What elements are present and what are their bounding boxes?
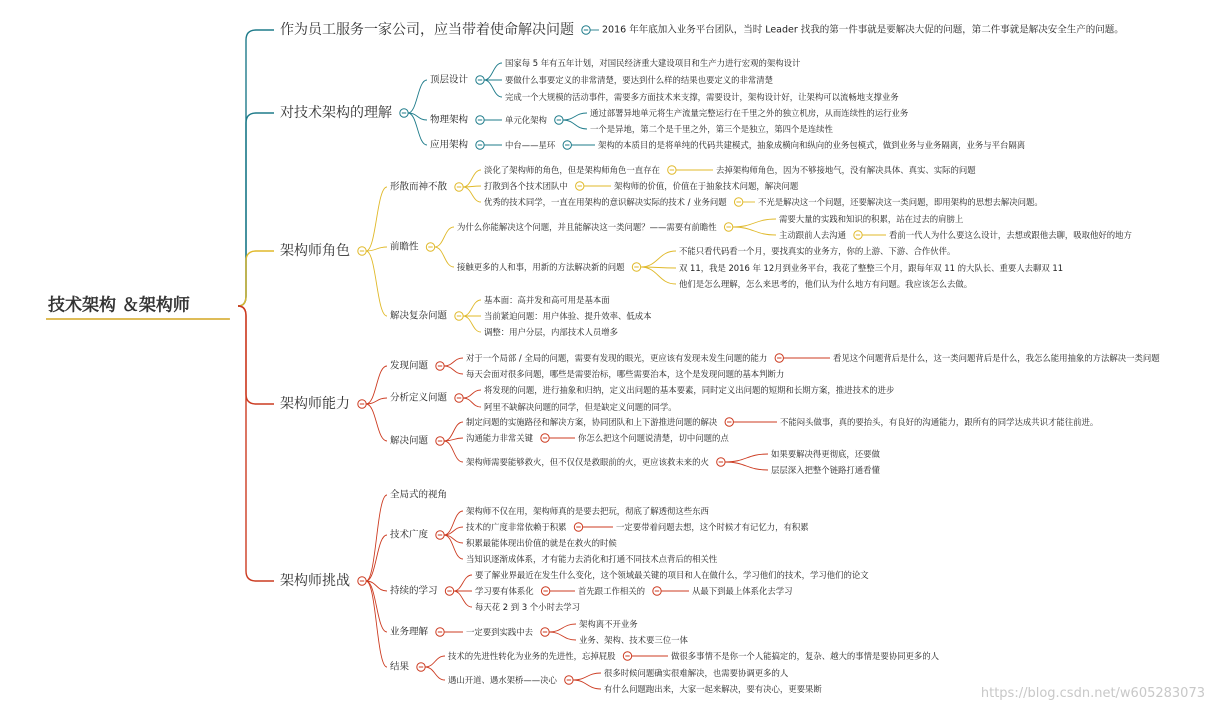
topic-node[interactable]: 需要大量的实践和知识的积累，站在过去的肩膀上 bbox=[779, 213, 964, 224]
connector-line bbox=[563, 113, 587, 120]
topic-node[interactable]: 淡化了架构师的角色，但是架构师角色一直存在 bbox=[484, 164, 660, 175]
connector-line bbox=[366, 404, 387, 441]
topic-node[interactable]: 一定要到实践中去 bbox=[466, 626, 533, 637]
topic-node[interactable]: 遇山开道、遇水架桥——决心 bbox=[448, 674, 557, 685]
topic-node[interactable]: 去掉架构师角色，因为不够接地气，没有解决具体、真实、实际的问题 bbox=[716, 164, 976, 175]
connector-line bbox=[435, 227, 454, 247]
topic-node[interactable]: 制定问题的实施路径和解决方案，协同团队和上下游推进问题的解决 bbox=[466, 416, 718, 427]
topic-node[interactable]: 你怎么把这个问题说清楚，切中问题的点 bbox=[578, 432, 729, 443]
topic-node[interactable]: 首先跟工作相关的 bbox=[578, 585, 645, 596]
connector-line bbox=[435, 247, 454, 267]
topic-node[interactable]: 从最下到最上体系化去学习 bbox=[692, 585, 793, 596]
topic-node[interactable]: 沟通能力非常关键 bbox=[466, 432, 533, 443]
topic-node[interactable]: 解决复杂问题 bbox=[390, 310, 448, 322]
topic-node[interactable]: 学习要有体系化 bbox=[475, 585, 534, 596]
root-topic[interactable]: 技术架构 ＆架构师 bbox=[48, 295, 190, 316]
topic-node[interactable]: 不光是解决这一个问题，还要解决这一类问题，即用架构的思想去解决问题。 bbox=[758, 196, 1043, 207]
connector-line bbox=[484, 63, 502, 80]
connector-line bbox=[408, 113, 427, 145]
connector-line bbox=[563, 120, 587, 129]
topic-node[interactable]: 发现问题 bbox=[390, 360, 429, 372]
topic-node[interactable]: 积累最能体现出价值的就是在救火的时候 bbox=[466, 537, 617, 548]
connector-line bbox=[425, 667, 445, 680]
topic-node[interactable]: 调整：用户分层，内部技术人员增多 bbox=[484, 326, 618, 337]
main-topic[interactable]: 架构师角色 bbox=[280, 243, 350, 259]
topic-node[interactable]: 架构师不仅在用，架构师真的是要去把玩，彻底了解透彻这些东西 bbox=[466, 505, 709, 516]
connector-line bbox=[640, 251, 676, 267]
topic-node[interactable]: 一定要带着问题去想，这个时候才有记忆力，有积累 bbox=[616, 521, 809, 532]
topic-node[interactable]: 不能闷头做事，真的要抬头，有良好的沟通能力，跟所有的同学达成共识才能往前进。 bbox=[780, 416, 1099, 427]
connector-line bbox=[725, 462, 768, 470]
topic-node[interactable]: 分析定义问题 bbox=[390, 392, 448, 404]
connector-line bbox=[408, 80, 427, 113]
connector-line bbox=[573, 673, 601, 680]
topic-node[interactable]: 优秀的技术同学，一直在用架构的意识解决实际的技术 / 业务问题 bbox=[484, 196, 727, 207]
topic-node[interactable]: 很多时候问题确实很难解决，也需要协调更多的人 bbox=[604, 667, 789, 678]
connector-line bbox=[366, 581, 387, 667]
connector-line bbox=[640, 267, 676, 284]
topic-node[interactable]: 技术的广度非常依赖于积累 bbox=[466, 521, 567, 532]
main-topic[interactable]: 对技术架构的理解 bbox=[280, 105, 392, 121]
topic-node[interactable]: 全局式的视角 bbox=[390, 489, 448, 501]
topic-node[interactable]: 将发现的问题，进行抽象和归纳，定义出问题的基本要素，同时定义出问题的短期和长期方案，推进技术的进步 bbox=[484, 384, 895, 395]
topic-node[interactable]: 技术广度 bbox=[390, 529, 429, 541]
connector-line bbox=[454, 575, 472, 591]
connector-line bbox=[238, 251, 274, 306]
main-topic[interactable]: 作为员工服务一家公司，应当带着使命解决问题 bbox=[280, 22, 574, 38]
topic-node[interactable]: 国家每 5 年有五年计划，对国民经济重大建设项目和生产力进行宏观的架构设计 bbox=[505, 57, 801, 68]
connector-line bbox=[444, 441, 463, 462]
connector-line bbox=[549, 632, 576, 640]
main-topic[interactable]: 架构师挑战 bbox=[280, 573, 350, 589]
topic-node[interactable]: 中台——星环 bbox=[505, 139, 556, 150]
connector-line bbox=[238, 306, 274, 581]
topic-node[interactable]: 架构师的价值，价值在于抽象技术问题，解决问题 bbox=[614, 180, 799, 191]
topic-node[interactable]: 业务理解 bbox=[390, 626, 429, 638]
topic-node[interactable]: 单元化架构 bbox=[505, 114, 547, 125]
connector-line bbox=[444, 438, 463, 441]
connector-line bbox=[733, 219, 776, 227]
connector-line bbox=[463, 300, 481, 316]
connector-line bbox=[454, 591, 472, 607]
topic-node[interactable]: 技术的先进性转化为业务的先进性，忘掉屁股 bbox=[448, 650, 616, 661]
connector-line bbox=[366, 535, 387, 581]
topic-node[interactable]: 看前一代人为什么要这么设计，去想或跟他去聊，吸取他好的地方 bbox=[889, 229, 1132, 240]
topic-node[interactable]: 一个是异地，第二个是千里之外，第三个是独立，第四个是连续性 bbox=[590, 123, 833, 134]
topic-node[interactable]: 阿里不缺解决问题的同学，但是缺定义问题的同学。 bbox=[484, 401, 677, 412]
topic-node[interactable]: 主动跟前人去沟通 bbox=[779, 229, 846, 240]
topic-node[interactable]: 基本面：高并发和高可用是基本面 bbox=[484, 294, 610, 305]
topic-node[interactable]: 对于一个局部 / 全局的问题，需要有发现的眼光，更应该有发现未发生问题的能力 bbox=[466, 352, 768, 363]
connector-line bbox=[444, 366, 463, 374]
topic-node[interactable]: 通过部署异地单元将生产流量完整运行在千里之外的独立机房，从而连续性的运行业务 bbox=[590, 107, 909, 118]
topic-node[interactable]: 业务、架构、技术要三位一体 bbox=[579, 634, 688, 645]
topic-node[interactable]: 架构离不开业务 bbox=[579, 618, 638, 629]
main-topic[interactable]: 架构师能力 bbox=[280, 396, 350, 412]
topic-node[interactable]: 持续的学习 bbox=[390, 585, 438, 597]
topic-node[interactable]: 层层深入把整个链路打通看懂 bbox=[771, 464, 880, 475]
connector-line bbox=[238, 306, 274, 404]
connector-line bbox=[463, 390, 481, 398]
topic-node[interactable]: 他们是怎么理解，怎么来思考的，他们认为什么地方有问题。我应该怎么去做。 bbox=[679, 278, 973, 289]
topic-node[interactable]: 打散到各个技术团队中 bbox=[484, 180, 568, 191]
connector-line bbox=[573, 680, 601, 689]
topic-node[interactable]: 要了解业界最近在发生什么变化，这个领域最关键的项目和人在做什么，学习他们的技术，学习他们的论文 bbox=[475, 569, 869, 580]
connector-line bbox=[549, 624, 576, 632]
connector-line bbox=[425, 656, 445, 667]
connector-line bbox=[444, 358, 463, 366]
topic-node[interactable]: 双 11，我是 2016 年 12月到业务平台，我花了整整三个月，跟每年双 11 的大队长、重要人去聊双 11 bbox=[679, 262, 1064, 273]
connector-line bbox=[463, 187, 481, 202]
connector-line bbox=[463, 316, 481, 332]
connector-line bbox=[463, 398, 481, 407]
topic-node[interactable]: 形散而神不散 bbox=[390, 181, 448, 193]
topic-node[interactable]: 做很多事情不是你一个人能搞定的，复杂、越大的事情是要协同更多的人 bbox=[671, 650, 939, 661]
topic-node[interactable]: 不能只看代码看一个月，要找真实的业务方，你的上游、下游、合作伙伴。 bbox=[679, 245, 956, 256]
topic-node[interactable]: 当前紧迫问题：用户体验、提升效率、低成本 bbox=[484, 310, 652, 321]
connector-line bbox=[733, 227, 776, 235]
topic-node[interactable]: 应用架构 bbox=[430, 139, 469, 151]
connector-line bbox=[366, 187, 387, 251]
connector-line bbox=[484, 80, 502, 97]
watermark: https://blog.csdn.net/w605283073 bbox=[980, 686, 1205, 701]
topic-node[interactable]: 每天会面对很多问题，哪些是需要治标，哪些需要治本，这个是发现问题的基本判断力 bbox=[466, 368, 785, 379]
topic-node[interactable]: 有什么问题跑出来，大家一起来解决，要有决心，更要果断 bbox=[604, 683, 822, 694]
topic-node[interactable]: 结果 bbox=[390, 661, 410, 673]
connector-line bbox=[463, 170, 481, 187]
topic-node[interactable]: 要做什么事要定义的非常清楚，要达到什么样的结果也要定义的非常清楚 bbox=[505, 74, 773, 85]
connector-line bbox=[725, 454, 768, 462]
topic-node[interactable]: 如果要解决得更彻底，还要做 bbox=[771, 448, 880, 459]
topic-node[interactable]: 2016 年年底加入业务平台团队，当时 Leader 找我的第一件事就是要解决大促的问题，第二件事就是解决安全生产的问题。 bbox=[602, 24, 1124, 36]
connector-line bbox=[366, 251, 387, 316]
topic-node[interactable]: 前瞻性 bbox=[390, 241, 419, 253]
topic-node[interactable]: 接触更多的人和事，用新的方法解决新的问题 bbox=[457, 261, 625, 272]
connector-line bbox=[238, 113, 274, 306]
topic-node[interactable]: 解决问题 bbox=[390, 435, 429, 447]
topic-node[interactable]: 当知识逐渐成体系，才有能力去消化和打通不同技术点背后的相关性 bbox=[466, 553, 718, 564]
topic-node[interactable]: 架构的本质目的是将单纯的代码共建模式，抽象成横向和纵向的业务包模式，做到业务与业务隔离，业务与平台隔离 bbox=[598, 139, 1026, 150]
topic-node[interactable]: 看见这个问题背后是什么，这一类问题背后是什么，我怎么能用抽象的方法解决一类问题 bbox=[833, 352, 1160, 363]
topic-node[interactable]: 为什么你能解决这个问题，并且能解决这一类问题？——需要有前瞻性 bbox=[457, 221, 717, 232]
topic-node[interactable]: 完成一个大规模的活动事件，需要多方面技术来支撑，需要设计，架构设计好，让架构可以流畅地支撑业务 bbox=[505, 91, 899, 102]
topic-node[interactable]: 顶层设计 bbox=[430, 74, 469, 86]
topic-node[interactable]: 每天花 2 到 3 个小时去学习 bbox=[475, 601, 581, 612]
connector-line bbox=[238, 30, 274, 306]
connector-line bbox=[366, 495, 387, 581]
topic-node[interactable]: 架构师需要能够救火，但不仅仅是救眼前的火，更应该救未来的火 bbox=[466, 456, 709, 467]
topic-node[interactable]: 物理架构 bbox=[430, 114, 469, 126]
